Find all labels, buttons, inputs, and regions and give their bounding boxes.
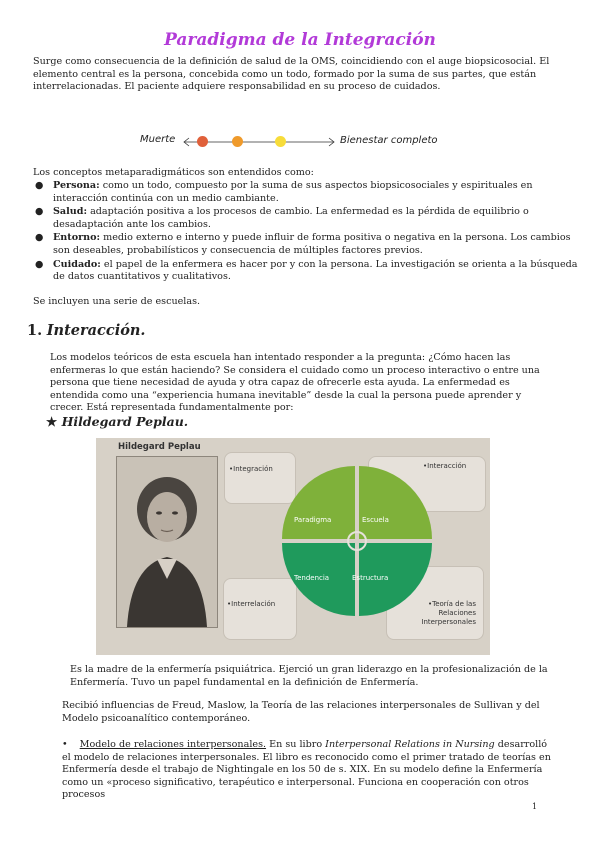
section-number: 1. (27, 322, 43, 339)
concept-term: Cuidado: (53, 258, 101, 270)
author-name: Hildegard Peplau. (61, 414, 189, 429)
section-title: Interacción. (46, 322, 146, 339)
concept-term: Salud: (53, 206, 88, 218)
concept-text: medio externo e interno y puede influir de forma positiva o negativa en la persona. Los cambios son deseables, probabilísticos y consecuencia de múltiples factores previos. (53, 232, 571, 256)
portrait-photo (116, 456, 218, 628)
list-item: ● Cuidado: el papel de la enfermera es hacer por y con la persona. La investigación se orienta a la búsqueda de datos cuantitativos y cualitativos. (35, 258, 578, 283)
model-book-title: Interpersonal Relations in Nursing (325, 739, 495, 750)
star-icon: ★ (46, 414, 58, 429)
interrelation-box-label: •Interrelación (227, 600, 276, 608)
author-heading (46, 414, 188, 429)
health-continuum (140, 130, 460, 154)
quadrant-tendencia: Tendencia (294, 574, 330, 582)
peplau-paragraph: Es la madre de la enfermería psiquiátrica. Ejerció un gran liderazgo en la profesionalización de la Enfermería. Tuvo un papel fundamental en la definición de Enfermería. (70, 664, 548, 688)
model-heading: Modelo de relaciones interpersonales. (79, 739, 267, 750)
concept-term: Entorno: (53, 232, 101, 244)
concept-text: el papel de la enfermera es hacer por y con la persona. La investigación se orienta a la búsqueda de datos cuantitativos y cualitativos. (53, 258, 578, 283)
quadrant-escuela: Escuela (362, 516, 389, 524)
intro-paragraph: Surge como consecuencia de la definición de salud de la OMS, coincidiendo con el auge biopsicosocial. El elemento central es la persona, concebida como un todo, formado por la suma de sus partes, que están interrelacionadas. El paciente adquiere responsabilidad en su proceso de cuidados. (33, 56, 550, 93)
peplau-figure (96, 438, 490, 655)
list-item: ● Entorno: medio externo e interno y puede influir de forma positiva o negativa en la persona. Los cambios son deseables, probabilísticos y consecuencia de múltiples factores previos. (35, 232, 571, 256)
page-number: 1 (532, 802, 538, 811)
concept-text: como un todo, compuesto por la suma de sus aspectos biopsicosociales y espirituales en interacción continúa con un medio cambiante. (53, 180, 533, 204)
sad-face-icon (197, 136, 208, 147)
concept-term: Persona: (53, 180, 100, 191)
concept-text: adaptación positiva a los procesos de cambio. La enfermedad es la pérdida de equilibrio o desadaptación ante los cambios. (53, 206, 529, 230)
model-text-before: En su libro (266, 739, 326, 750)
schools-text: Se incluyen una serie de escuelas. (33, 296, 201, 307)
portrait-icon (117, 457, 217, 627)
section-paragraph: Los modelos teóricos de esta escuela han intentado responder a la pregunta: ¿Cómo hacen las enfermeras lo que están haciendo? Se considera el cuidado como un proceso interactivo o entre una persona que tiene necesidad de ayuda y otra capaz de ofrecerle esta ayuda. La enfermedad es entendida como una “experiencia humana inevitable” desde la cual la persona puede aprender y crecer. Está representada fundamentalmente por: (50, 352, 540, 414)
neutral-face-icon (232, 136, 243, 147)
list-item: ● Salud: adaptación positiva a los procesos de cambio. La enfermedad es la pérdida de equilibrio o desadaptación ante los cambios. (35, 206, 529, 230)
list-item: ● Persona: como un todo, compuesto por la suma de sus aspectos biopsicosociales y espirituales en interacción continúa con un medio cambiante. (35, 180, 533, 204)
happy-face-icon (275, 136, 286, 147)
continuum-right-label: Bienestar completo (340, 135, 438, 146)
model-bullet: • (62, 739, 68, 750)
concepts-list (33, 180, 583, 285)
theory-box-label: •Teoría de las Relaciones Interpersonales (421, 600, 476, 626)
integration-box-label: •Integración (229, 465, 273, 473)
concepts-lead: Los conceptos metaparadigmáticos son entendidos como: (33, 167, 314, 178)
quadrant-paradigma: Paradigma (294, 516, 332, 524)
influences-paragraph: Recibió influencias de Freud, Maslow, la Teoría de las relaciones interpersonales de Sullivan y del Modelo psicoanalítico contemporáneo. (62, 700, 540, 724)
page-title: Paradigma de la Integración (164, 30, 436, 50)
paradigm-circle (282, 466, 432, 616)
quadrant-estructura: Estructura (352, 574, 389, 582)
model-paragraph (62, 739, 552, 802)
section-heading (27, 322, 145, 339)
continuum-left-label: Muerte (140, 134, 176, 145)
photo-caption: Hildegard Peplau (118, 442, 201, 452)
model-text-after: desarrolló el modelo de relaciones interpersonales. El libro es reconocido como el primer tratado de teorías en Enfermería desde el trabajo de Nightingale en los 50 de s. XIX. En su modelo define la Enfermería como un «proceso significativo, terapéutico e interpersonal. Funciona en cooperación con otros procesos (62, 739, 551, 801)
interaction-box-label: •Interacción (423, 462, 467, 470)
